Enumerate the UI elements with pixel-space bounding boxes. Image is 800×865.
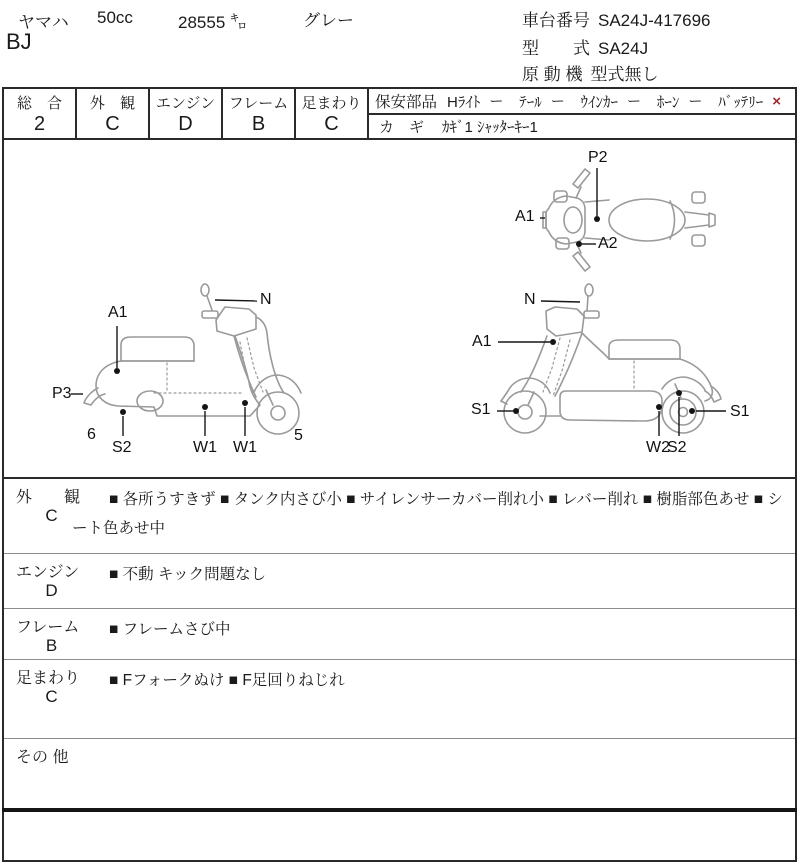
battery-ng-mark: × [772,92,781,110]
safety-item-name: ﾃｰﾙ [519,93,542,111]
rating-cell-overall [4,89,77,138]
safety-parts-items [447,91,781,112]
rating-cell-engine [150,89,223,138]
section-grade: B [45,636,58,655]
rating-cell-frame [223,89,296,138]
rating-label: 総 合 [16,95,62,112]
key-value: ｶｷﾞ1 ｼｬｯﾀｰｷｰ1 [442,119,538,136]
safety-item-status: ー [627,93,642,109]
section-notes: ■ Fフォークぬけ ■ F足回りねじれ [109,672,345,689]
damage-label-s2-left: S2 [112,439,132,456]
safety-item-status: ー [550,93,565,109]
safety-item-name: ﾎｰﾝ [656,93,680,111]
model-name: BJ [6,29,32,54]
safety-item-name: ﾊﾞｯﾃﾘｰ [718,93,764,111]
key-label: カ ギ [379,119,425,136]
safety-item-status: ー [688,93,703,109]
engine-code-row [522,60,658,85]
ratings-table [2,87,797,140]
safety-item-status: ー [489,93,504,109]
damage-label-5: 5 [294,427,303,444]
damage-label-w1-a: W1 [193,439,217,456]
section-exterior [4,479,795,554]
rating-label: エンジン [155,95,216,112]
rating-value: D [178,113,193,135]
empty-remarks-box [2,812,797,862]
damage-label-n-right: N [524,291,536,308]
safety-item-headlight [447,91,503,112]
damage-label-a1-top: A1 [515,208,535,225]
body-color: グレー [303,11,354,30]
key-row [369,115,795,138]
safety-item-name: ｳｲﾝｶｰ [580,93,619,111]
safety-parts-title: 保安部品 [375,94,438,111]
engine-code-value: 型式無し [590,65,659,84]
rating-value: 2 [33,113,46,135]
section-grade: C [45,687,58,706]
rating-value: B [251,113,266,135]
safety-item-winker [581,91,642,112]
damage-label-p2: P2 [588,149,608,166]
section-notes: ■ 不動 キック問題なし [109,566,267,583]
section-grade: D [45,581,58,600]
section-notes: ■ フレームさび中 [109,621,231,638]
damage-label-s1-front: S1 [471,401,491,418]
safety-item-horn [657,91,703,112]
damage-label-a1-right: A1 [472,333,492,350]
section-frame [4,609,795,660]
damage-label-a2: A2 [598,235,618,252]
safety-parts-row [369,89,795,115]
scooter-top-view [543,169,715,271]
section-label: その 他 [16,749,69,766]
damage-label-n-left: N [260,291,272,308]
damage-label-p3: P3 [52,385,72,402]
damage-label-w1-b: W1 [233,439,257,456]
section-grade: C [45,506,58,525]
safety-parts-panel [369,89,795,138]
damage-label-w2: W2 [646,439,670,456]
rating-label: 外 観 [89,95,135,112]
section-other [4,739,795,812]
section-label: フレーム [16,619,80,636]
safety-item-name: Hﾗｲﾄ [447,93,481,111]
chassis-number-value: SA24J-417696 [598,11,711,30]
safety-item-taillight [519,91,565,112]
rating-cell-undercarriage [296,89,369,138]
chassis-number-row [522,6,710,31]
rating-value: C [324,113,339,135]
rating-label: フレーム [228,95,289,112]
mileage: 28555 ㌔ [178,13,247,32]
damage-label-a1-left: A1 [108,304,128,321]
maker-name: ヤマハ [18,13,69,32]
damage-label-s1-rear: S1 [730,403,750,420]
leader-lines [71,168,726,436]
section-engine [4,554,795,609]
safety-item-battery [718,91,781,112]
section-label: エンジン [16,564,80,581]
chassis-number-label: 車台番号 [522,11,590,30]
section-notes: ■ 各所うすきず ■ タンク内さび小 ■ サイレンサーカバー削れ小 ■ レバー削れ ■ 樹脂部色あせ ■ シート色あせ中 [72,491,783,537]
rating-value: C [105,113,120,135]
section-label: 外 観 [16,489,81,506]
section-undercarriage [4,660,795,739]
rating-cell-exterior [77,89,150,138]
damage-label-6: 6 [87,426,96,443]
model-code-label: 型 式 [522,39,590,58]
condition-sections [2,479,797,812]
engine-code-label: 原 動 機 [522,65,583,84]
model-code-value: SA24J [598,39,649,58]
model-code-row [522,34,648,59]
damage-label-s2-right: S2 [667,439,687,456]
displacement: 50cc [97,8,133,27]
section-label: 足まわり [16,670,81,687]
damage-diagram-box [2,140,797,479]
rating-label: 足まわり [301,95,362,112]
